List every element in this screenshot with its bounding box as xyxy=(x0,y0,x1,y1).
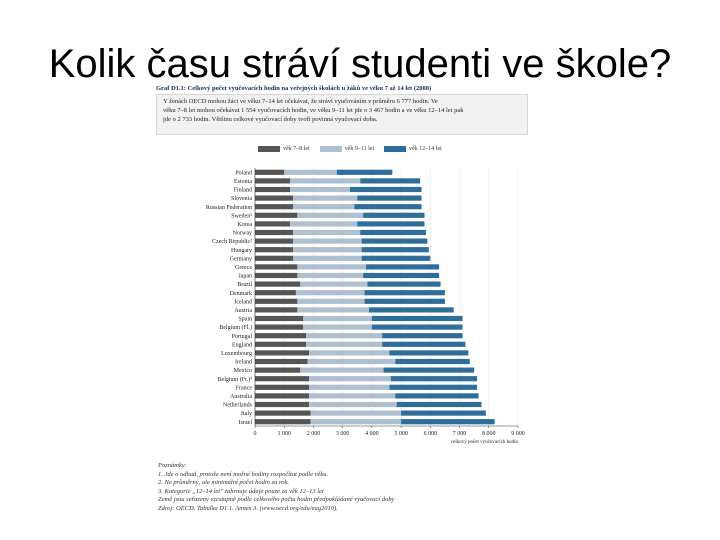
bar-segment xyxy=(309,385,389,390)
bar-segment xyxy=(397,402,482,407)
category-label: Netherlands xyxy=(223,402,252,409)
x-tick-label: 9 000 xyxy=(511,431,525,437)
bar-segment xyxy=(384,368,475,373)
note-line: Poznámky: xyxy=(158,462,187,469)
bar-segment xyxy=(372,325,463,330)
bar-segment xyxy=(306,333,382,338)
bar-segment xyxy=(309,376,391,381)
bar-segment xyxy=(290,187,350,192)
figure-notes xyxy=(158,462,528,514)
category-label: Italy xyxy=(241,411,252,418)
bar-segment xyxy=(389,350,468,355)
legend-label: věk 9–11 let xyxy=(344,146,375,152)
bar-segment xyxy=(357,221,424,226)
bar-segment xyxy=(284,170,337,175)
category-label: France xyxy=(235,385,252,392)
category-label: England xyxy=(232,342,252,349)
bar-segment xyxy=(303,316,372,321)
figure xyxy=(153,85,533,540)
bar-segment xyxy=(255,299,297,304)
bar-segment xyxy=(255,213,297,218)
bar-segment xyxy=(255,247,293,252)
bar-segment xyxy=(255,196,293,201)
note-line: 3. Kategorie „12–14 let" zahrnuje údaje pouze za věk 12–13 let xyxy=(158,487,324,495)
bar-segment xyxy=(255,376,309,381)
bar-segment xyxy=(255,282,300,287)
bar-segment xyxy=(290,221,357,226)
bar-segment xyxy=(365,290,445,295)
category-label: Belgium (Fr.)³ xyxy=(217,376,252,383)
category-label: Estonia xyxy=(234,179,252,185)
bar-segment xyxy=(357,196,421,201)
bar-segment xyxy=(363,213,424,218)
bar-segment xyxy=(311,411,402,416)
bar-segment xyxy=(255,385,309,390)
category-label: Sweden¹ xyxy=(231,213,252,220)
bar-segment xyxy=(293,247,362,252)
x-tick-label: 6 000 xyxy=(423,431,438,437)
bar-segment xyxy=(300,368,383,373)
bar-segment xyxy=(369,307,454,312)
summary-line: věku 7–8 let mohou očekávat 1 554 vyučovacích hodin, ve věku 9–11 let jde o 3 467 hodin a ve věku 12–14 let pak xyxy=(163,107,464,114)
legend-item xyxy=(258,146,310,152)
bar-segment xyxy=(391,376,477,381)
bar-segment xyxy=(293,230,360,235)
legend-swatch-7-8 xyxy=(258,146,280,152)
bar-segment xyxy=(255,187,290,192)
bar-segment xyxy=(309,402,397,407)
bar-segment xyxy=(255,178,290,183)
category-label: Israel xyxy=(238,419,252,426)
category-label: Russian Federation xyxy=(205,204,252,211)
bar-segment xyxy=(382,342,465,347)
bar-segment xyxy=(360,230,426,235)
bar-segment xyxy=(297,273,363,278)
bar-segment xyxy=(309,393,395,398)
x-tick-label: 8 000 xyxy=(482,431,496,437)
bar-segment xyxy=(255,316,303,321)
category-label: Luxembourg xyxy=(221,351,252,357)
bar-segment xyxy=(255,419,311,424)
bar-segment xyxy=(382,333,462,338)
legend-label: věk 12–14 let xyxy=(409,146,442,152)
summary-line: Y ženách OECD mohou žáci ve věku 7–14 let očekávat, že stráví vyučováním v průměru 6 777 hodin. Ve xyxy=(163,98,438,105)
bar-segment xyxy=(255,264,297,269)
bar-segment xyxy=(309,350,389,355)
category-label: Finland xyxy=(233,187,252,194)
bar-segment xyxy=(372,316,463,321)
x-tick-label: 3 000 xyxy=(335,431,350,437)
bar-segment xyxy=(395,393,478,398)
x-tick-label: 4 000 xyxy=(365,431,379,437)
bar-segment xyxy=(297,299,364,304)
x-tick-label: 5 000 xyxy=(394,431,408,437)
bar-segment xyxy=(401,419,495,424)
note-line: Zdroj: OECD. Tabulka D1.1. Annex 3. (www.oecd.org/edu/eag2010). xyxy=(158,504,338,512)
category-label: Portugal xyxy=(231,333,252,340)
bar-segment xyxy=(255,204,293,209)
bar-segment xyxy=(300,282,367,287)
legend-swatch-9-11 xyxy=(320,146,342,152)
bar-segment xyxy=(255,307,297,312)
figure-title: Graf D1.1: Celkový počet vyučovacích hodin na veřejných školách u žáků ve věku 7 až 14 let (2008) xyxy=(156,85,432,92)
bar-segment xyxy=(362,256,431,261)
bar-segment xyxy=(255,325,303,330)
note-line: 1. Jde o odhad, protože není možné hodiny rozpočítat podle věku. xyxy=(158,470,329,478)
slide-title: Kolik času stráví studenti ve škole? xyxy=(48,42,672,86)
x-tick-label: 1 000 xyxy=(277,431,291,437)
legend-swatch-12-14 xyxy=(384,146,406,152)
bar-segment xyxy=(389,385,477,390)
category-label: Australia xyxy=(230,394,252,400)
chart-legend xyxy=(258,143,528,155)
bar-segment xyxy=(255,342,306,347)
category-label: Norway xyxy=(232,230,252,237)
bar-segment xyxy=(296,290,365,295)
category-label: Czech Republic² xyxy=(212,239,252,246)
bar-segment xyxy=(297,264,366,269)
bar-segment xyxy=(255,393,309,398)
bar-segment xyxy=(311,419,402,424)
x-tick-label: 7 000 xyxy=(452,431,467,437)
bar-segment xyxy=(255,170,284,175)
bar-segment xyxy=(401,411,486,416)
bar-segment xyxy=(255,402,309,407)
figure-summary-box xyxy=(156,94,528,135)
bar-segment xyxy=(360,178,420,183)
bar-segment xyxy=(308,359,396,364)
bar-segment xyxy=(337,170,393,175)
bar-segment xyxy=(368,282,441,287)
legend-label: věk 7–8 let xyxy=(283,146,310,152)
bar-segment xyxy=(255,333,306,338)
bar-segment xyxy=(395,359,470,364)
bar-segment xyxy=(255,290,296,295)
legend-item xyxy=(320,146,374,152)
stacked-bar-chart xyxy=(153,160,533,460)
category-label: Germany xyxy=(229,256,252,263)
bar-segment xyxy=(297,307,369,312)
bar-segment xyxy=(255,230,293,235)
category-label: Ireland xyxy=(235,359,252,366)
note-line: Země jsou seřazeny vzestupně podle celkového počtu hodin předpokládané vyučovací doby xyxy=(158,496,395,504)
bar-segment xyxy=(363,273,439,278)
x-tick-label: 2 000 xyxy=(306,431,321,437)
category-label: Denmark xyxy=(229,290,252,297)
bar-segment xyxy=(362,239,428,244)
x-tick-label: 0 xyxy=(253,431,257,437)
x-axis-label: celkový počet vyučovacích hodin xyxy=(450,440,518,445)
category-label: Brazil xyxy=(237,282,252,289)
bar-segment xyxy=(255,411,311,416)
bar-segment xyxy=(255,359,308,364)
category-label: Korea xyxy=(237,222,252,228)
bar-segment xyxy=(255,350,309,355)
category-label: Iceland xyxy=(234,299,252,306)
bar-segment xyxy=(255,273,297,278)
category-label: Poland xyxy=(235,170,252,177)
bar-segment xyxy=(303,325,372,330)
bar-segment xyxy=(293,256,362,261)
category-label: Japan xyxy=(238,273,252,280)
category-label: Greece xyxy=(235,265,252,271)
bar-segment xyxy=(354,204,421,209)
bar-segment xyxy=(293,204,354,209)
bar-segment xyxy=(293,196,357,201)
bar-segment xyxy=(365,299,445,304)
category-label: Hungary xyxy=(231,247,252,254)
bar-segment xyxy=(306,342,382,347)
bar-segment xyxy=(255,221,290,226)
category-label: Belgium (Fl.) xyxy=(219,325,252,332)
bar-segment xyxy=(350,187,422,192)
note-line: 2. Ne průměrný, ale minimální počet hodin za rok. xyxy=(158,479,290,487)
bar-segment xyxy=(293,239,362,244)
summary-line: jde o 2 733 hodin. Většinu celkové vyučovací doby tvoří povinná vyučovací doba. xyxy=(163,116,378,123)
bar-segment xyxy=(255,239,293,244)
legend-item xyxy=(384,146,442,152)
bar-segment xyxy=(362,247,429,252)
category-label: Mexico xyxy=(233,368,252,375)
bar-segment xyxy=(255,256,293,261)
bar-segment xyxy=(255,368,300,373)
category-label: Austria xyxy=(234,308,252,314)
category-label: Spain xyxy=(238,316,252,323)
bar-segment xyxy=(297,213,363,218)
bar-segment xyxy=(290,178,360,183)
category-label: Slovenia xyxy=(231,196,252,203)
bar-segment xyxy=(366,264,439,269)
